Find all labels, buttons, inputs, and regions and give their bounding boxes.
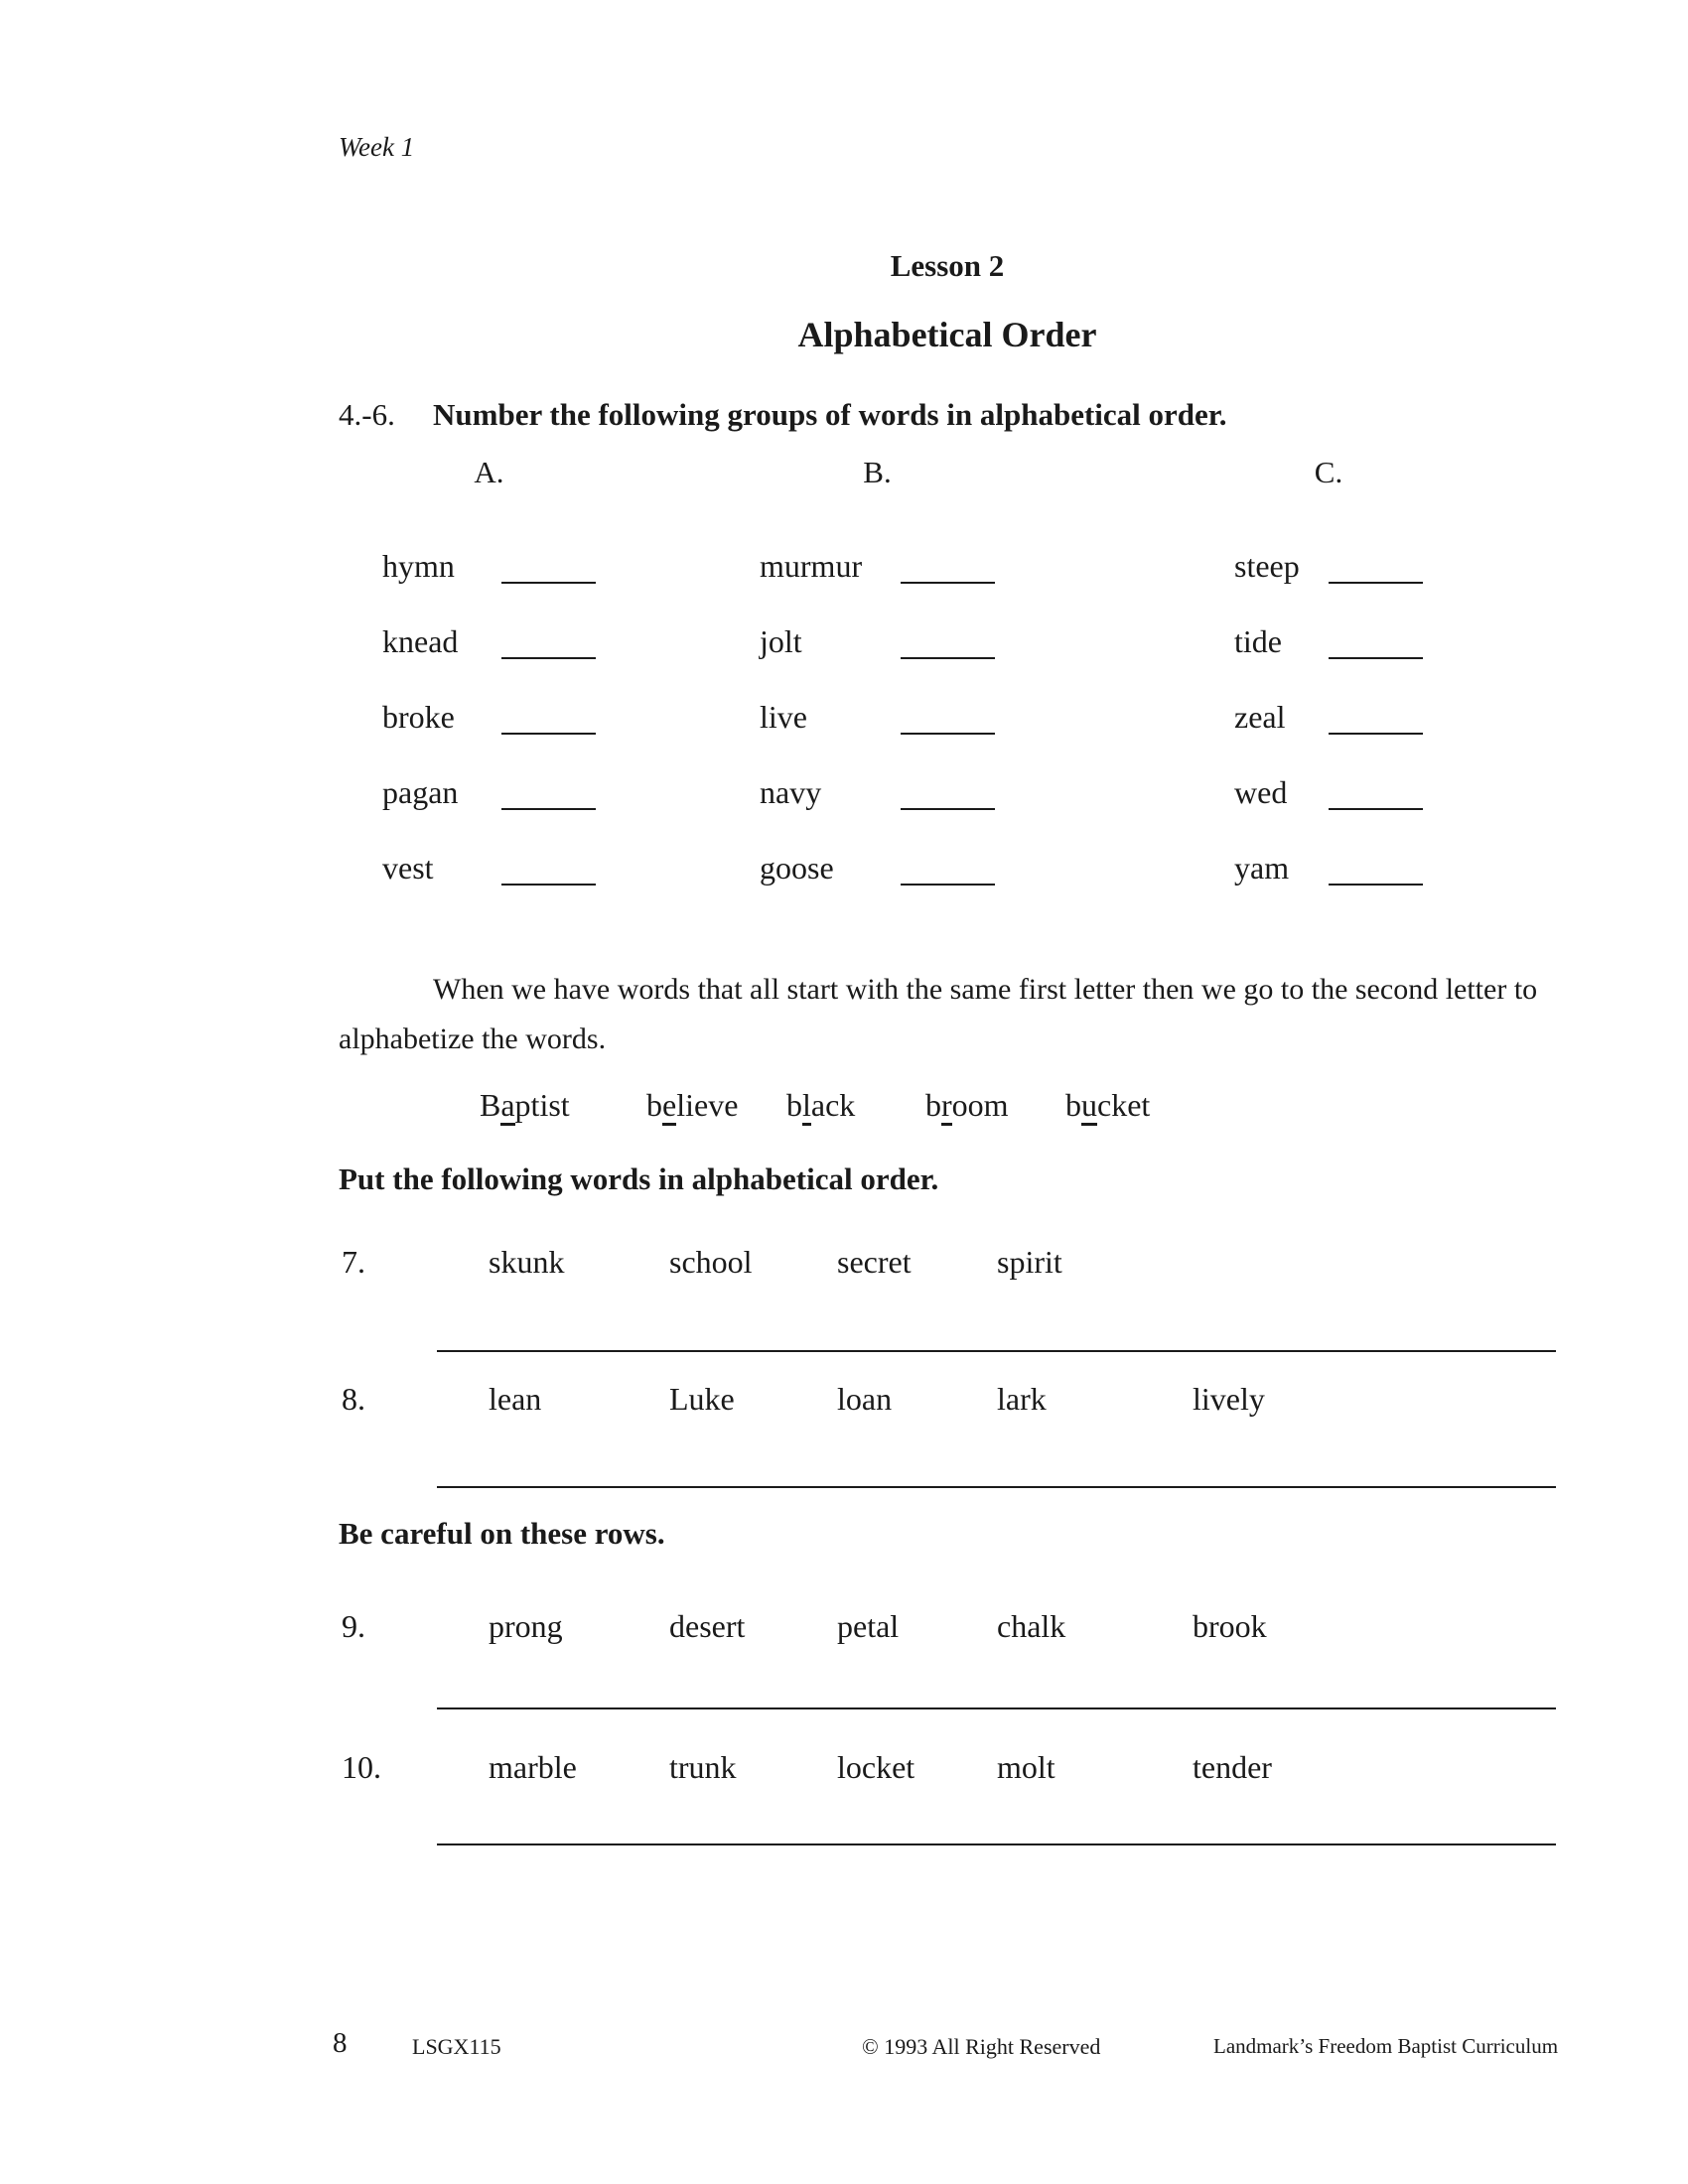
example-word-first-letter: b xyxy=(925,1087,941,1123)
word-row xyxy=(1234,584,1423,659)
example-word-underlined-letter: r xyxy=(941,1087,952,1126)
answer-blank xyxy=(1329,578,1423,584)
item-number: 9. xyxy=(342,1608,365,1644)
list-word: knead xyxy=(382,623,459,660)
ordering-item-row xyxy=(342,1749,1272,1786)
column-label: C. xyxy=(1314,455,1343,489)
word-column-a xyxy=(382,455,596,886)
item-word: brook xyxy=(1193,1608,1267,1644)
example-word-first-letter: B xyxy=(480,1087,501,1123)
item-word: school xyxy=(669,1244,753,1280)
list-word: wed xyxy=(1234,774,1288,811)
answer-write-line xyxy=(437,1707,1556,1709)
example-words-row xyxy=(480,1087,1150,1124)
item-word: petal xyxy=(837,1608,900,1644)
word-row xyxy=(1234,659,1423,735)
list-word: live xyxy=(760,699,807,736)
example-word xyxy=(646,1087,786,1124)
word-row xyxy=(760,659,995,735)
answer-blank xyxy=(501,653,596,659)
example-word-underlined-letter: u xyxy=(1081,1087,1097,1126)
answer-blank xyxy=(1329,653,1423,659)
ordering-item-row xyxy=(342,1381,1265,1418)
answer-write-line xyxy=(437,1843,1556,1845)
list-word: jolt xyxy=(760,623,802,660)
answer-blank xyxy=(501,729,596,735)
item-word: lean xyxy=(489,1381,542,1417)
word-row xyxy=(760,735,995,810)
example-word xyxy=(925,1087,1065,1124)
item-word: marble xyxy=(489,1749,577,1785)
item-word: tender xyxy=(1193,1749,1272,1785)
example-word-first-letter: b xyxy=(646,1087,662,1123)
word-column-b xyxy=(760,455,995,886)
example-word-rest: lieve xyxy=(676,1087,739,1123)
example-word xyxy=(1065,1087,1150,1124)
answer-blank xyxy=(501,880,596,886)
ordering-item-row xyxy=(342,1244,1193,1281)
answer-blank xyxy=(901,578,995,584)
list-word: tide xyxy=(1234,623,1282,660)
example-word-first-letter: b xyxy=(1065,1087,1081,1123)
week-label: Week 1 xyxy=(339,132,415,162)
footer-publisher: Landmark’s Freedom Baptist Curriculum xyxy=(1213,2034,1559,2058)
item-word: trunk xyxy=(669,1749,737,1785)
column-label: B. xyxy=(863,455,892,489)
word-column-c xyxy=(1234,455,1423,886)
answer-blank xyxy=(901,804,995,810)
answer-write-line xyxy=(437,1486,1556,1488)
list-word: goose xyxy=(760,850,834,887)
word-row xyxy=(1234,508,1423,584)
example-word-underlined-letter: e xyxy=(662,1087,676,1126)
item-number: 8. xyxy=(342,1381,365,1417)
footer-copyright: © 1993 All Right Reserved xyxy=(862,2034,1101,2059)
ordering-instruction: Put the following words in alphabetical order. xyxy=(339,1161,939,1196)
page-title: Alphabetical Order xyxy=(797,315,1097,354)
word-row xyxy=(382,508,596,584)
column-label: A. xyxy=(474,455,504,489)
answer-blank xyxy=(501,578,596,584)
word-row xyxy=(382,810,596,886)
word-row xyxy=(760,584,995,659)
list-word: navy xyxy=(760,774,822,811)
list-word: pagan xyxy=(382,774,459,811)
list-word: broke xyxy=(382,699,455,736)
numbering-instruction-text: Number the following groups of words in alphabetical order. xyxy=(433,397,1227,432)
answer-write-line xyxy=(437,1350,1556,1352)
example-word xyxy=(786,1087,925,1124)
answer-blank xyxy=(901,729,995,735)
lesson-heading: Lesson 2 xyxy=(890,248,1005,283)
example-word-first-letter: b xyxy=(786,1087,802,1123)
item-word: locket xyxy=(837,1749,915,1785)
word-row xyxy=(382,659,596,735)
item-word: Luke xyxy=(669,1381,735,1417)
word-row xyxy=(760,810,995,886)
answer-blank xyxy=(1329,804,1423,810)
list-word: zeal xyxy=(1234,699,1286,736)
answer-blank xyxy=(1329,729,1423,735)
item-word: lark xyxy=(997,1381,1047,1417)
word-row xyxy=(1234,810,1423,886)
item-word: secret xyxy=(837,1244,912,1280)
item-word: molt xyxy=(997,1749,1055,1785)
caution-note: Be careful on these rows. xyxy=(339,1516,665,1551)
item-range-label: 4.-6. xyxy=(339,397,395,432)
word-row xyxy=(1234,735,1423,810)
item-word: spirit xyxy=(997,1244,1062,1280)
answer-blank xyxy=(1329,880,1423,886)
item-word: lively xyxy=(1193,1381,1265,1417)
page-number: 8 xyxy=(333,2027,348,2059)
item-word: desert xyxy=(669,1608,746,1644)
list-word: hymn xyxy=(382,548,455,585)
item-word: loan xyxy=(837,1381,893,1417)
example-word xyxy=(480,1087,646,1124)
list-word: yam xyxy=(1234,850,1290,887)
explanation-line-1: When we have words that all start with the same first letter then we go to the second letter to xyxy=(433,973,1538,1006)
numbering-instruction xyxy=(339,397,1226,433)
answer-blank xyxy=(901,880,995,886)
item-number: 7. xyxy=(342,1244,365,1280)
ordering-item-row xyxy=(342,1608,1267,1645)
example-word-rest: cket xyxy=(1097,1087,1151,1123)
word-row xyxy=(382,735,596,810)
answer-blank xyxy=(501,804,596,810)
list-word: steep xyxy=(1234,548,1300,585)
explanation-line-2: alphabetize the words. xyxy=(339,1023,607,1055)
word-row xyxy=(760,508,995,584)
item-word: chalk xyxy=(997,1608,1066,1644)
example-word-rest: oom xyxy=(951,1087,1009,1123)
list-word: murmur xyxy=(760,548,863,585)
example-word-rest: ack xyxy=(810,1087,856,1123)
item-word: skunk xyxy=(489,1244,565,1280)
example-word-rest: ptist xyxy=(514,1087,570,1123)
footer-code: LSGX115 xyxy=(412,2034,501,2059)
example-word-underlined-letter: l xyxy=(802,1087,811,1126)
answer-blank xyxy=(901,653,995,659)
list-word: vest xyxy=(382,850,434,887)
word-row xyxy=(382,584,596,659)
item-number: 10. xyxy=(342,1749,381,1785)
explanation-paragraph xyxy=(339,965,1575,1064)
example-word-underlined-letter: a xyxy=(500,1087,514,1126)
item-word: prong xyxy=(489,1608,563,1644)
